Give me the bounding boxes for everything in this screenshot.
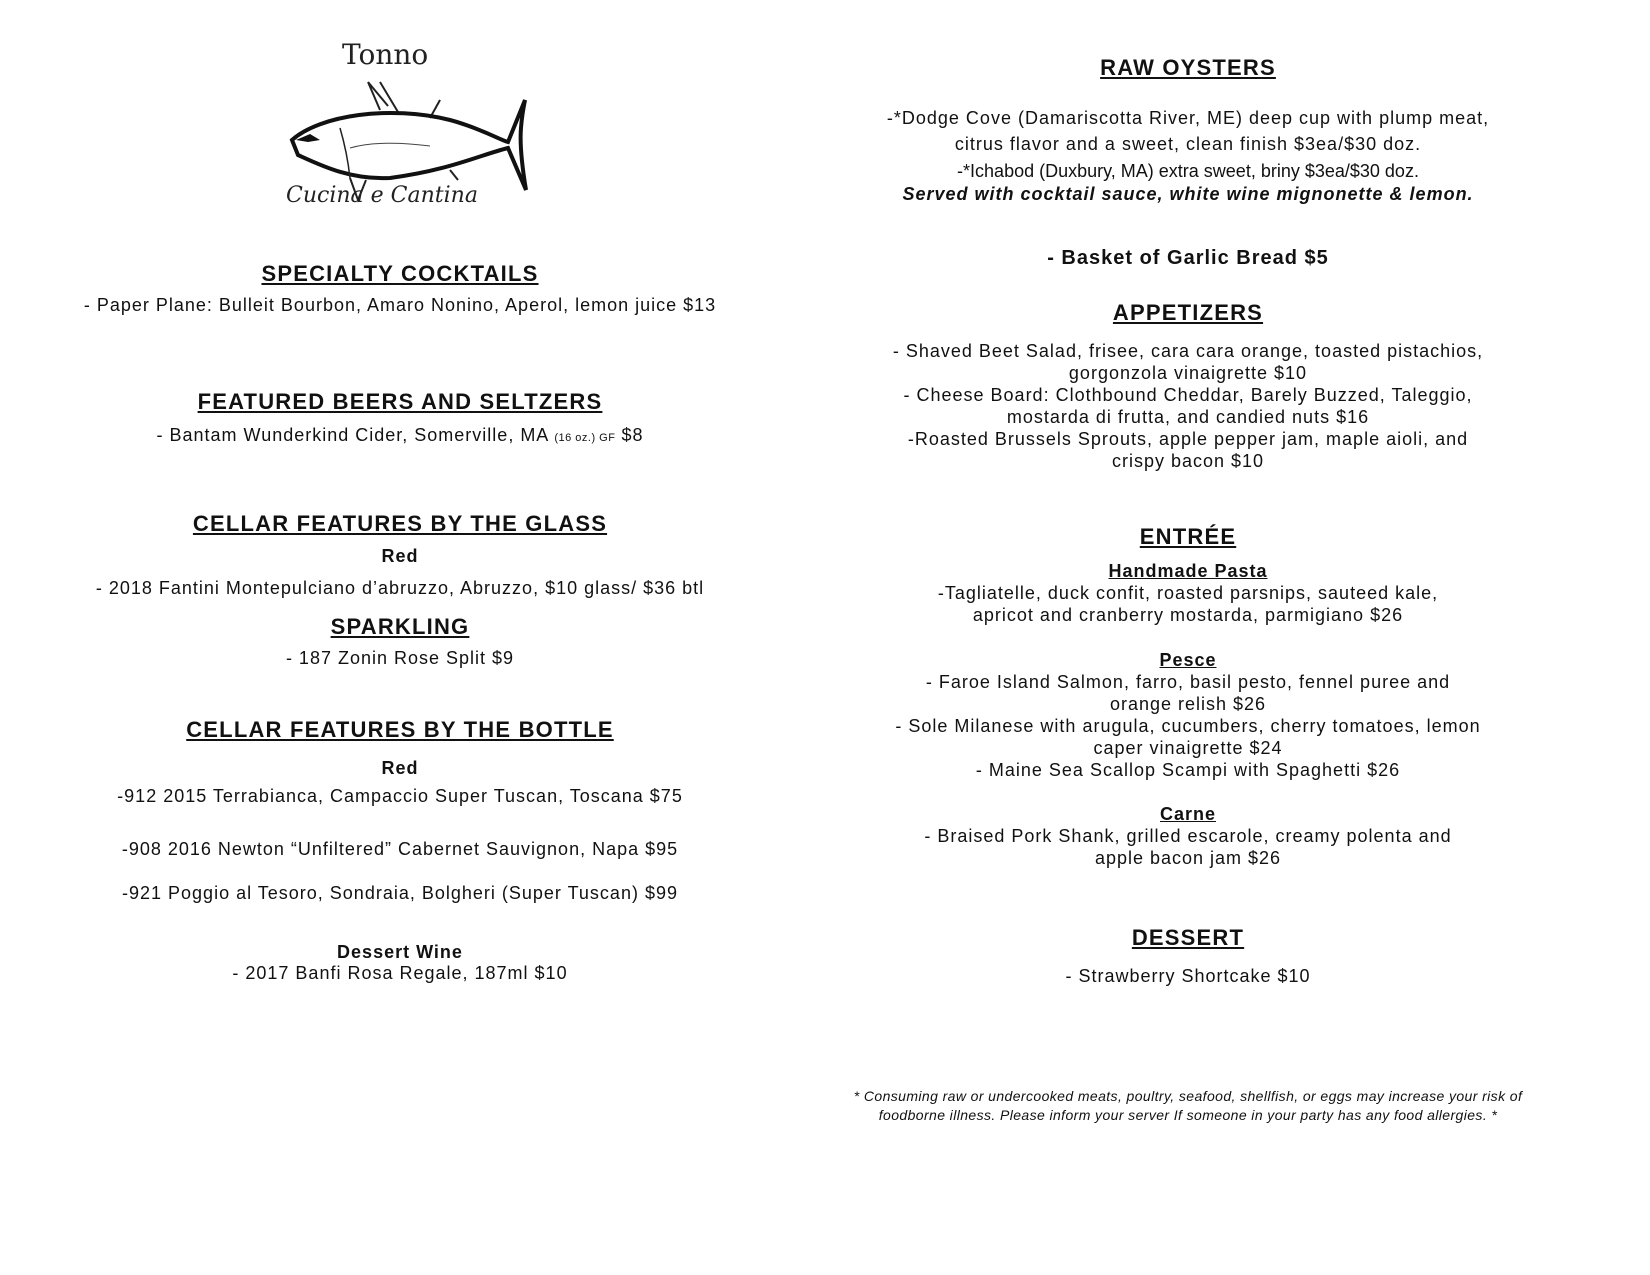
subsection-carne: Carne bbox=[1159, 804, 1217, 824]
menu-item: - Cheese Board: Clothbound Cheddar, Barely Buzzed, Taleggio, bbox=[903, 385, 1473, 405]
menu-item: -912 2015 Terrabianca, Campaccio Super Tuscan, Toscana $75 bbox=[117, 786, 683, 806]
subsection-dessert-wine: Dessert Wine bbox=[337, 942, 463, 962]
menu-item: crispy bacon $10 bbox=[1111, 451, 1265, 471]
section-title-oysters: RAW OYSTERS bbox=[1100, 55, 1276, 80]
section-title-bottle: CELLAR FEATURES BY THE BOTTLE bbox=[186, 717, 614, 742]
subsection-red: Red bbox=[381, 758, 419, 778]
section-title-beers: FEATURED BEERS AND SELTZERS bbox=[197, 389, 603, 414]
item-price: $8 bbox=[615, 425, 644, 445]
menu-item: - Maine Sea Scallop Scampi with Spaghetti $26 bbox=[975, 760, 1401, 780]
section-title-cocktails: SPECIALTY COCKTAILS bbox=[261, 261, 539, 286]
subsection-red: Red bbox=[381, 546, 419, 566]
logo-tagline: Cucina e Cantina bbox=[286, 183, 478, 208]
menu-item: - Strawberry Shortcake $10 bbox=[1065, 966, 1311, 986]
section-title-glass: CELLAR FEATURES BY THE GLASS bbox=[192, 511, 608, 536]
restaurant-logo bbox=[280, 30, 540, 220]
section-title-dessert: DESSERT bbox=[1131, 925, 1245, 950]
section-title-appetizers: APPETIZERS bbox=[1112, 300, 1264, 325]
subsection-pasta: Handmade Pasta bbox=[1108, 561, 1268, 581]
menu-item: -921 Poggio al Tesoro, Sondraia, Bolgheri (Super Tuscan) $99 bbox=[122, 883, 678, 903]
menu-item: - Braised Pork Shank, grilled escarole, creamy polenta and bbox=[924, 826, 1452, 846]
item-size: (16 oz.) GF bbox=[554, 432, 616, 444]
menu-item: - Paper Plane: Bulleit Bourbon, Amaro Nonino, Aperol, lemon juice $13 bbox=[83, 295, 717, 315]
item-text: - Bantam Wunderkind Cider, Somerville, MA bbox=[156, 425, 555, 445]
subsection-pesce: Pesce bbox=[1159, 650, 1217, 670]
food-safety-footnote: * Consuming raw or undercooked meats, poultry, seafood, shellfish, or eggs may increase your risk of foodborne illness. Please inform your server If someone in your party has any food allergies. * bbox=[853, 1088, 1523, 1123]
menu-item: - 187 Zonin Rose Split $9 bbox=[285, 648, 515, 668]
menu-item: apricot and cranberry mostarda, parmigiano $26 bbox=[972, 605, 1404, 625]
menu-item: caper vinaigrette $24 bbox=[1093, 738, 1283, 758]
garlic-bread-item: - Basket of Garlic Bread $5 bbox=[1047, 247, 1329, 269]
menu-item: apple bacon jam $26 bbox=[1094, 848, 1282, 868]
section-title-sparkling: SPARKLING bbox=[330, 614, 470, 639]
menu-item: -Tagliatelle, duck confit, roasted parsnips, sauteed kale, bbox=[937, 583, 1439, 603]
menu-item: - Shaved Beet Salad, frisee, cara cara orange, toasted pistachios, bbox=[892, 341, 1484, 361]
menu-item: gorgonzola vinaigrette $10 bbox=[1068, 363, 1308, 383]
menu-item: -*Dodge Cove (Damariscotta River, ME) deep cup with plump meat, bbox=[886, 108, 1490, 128]
section-title-entree: ENTRÉE bbox=[1139, 524, 1237, 549]
menu-item: - Faroe Island Salmon, farro, basil pesto, fennel puree and bbox=[925, 672, 1451, 692]
menu-item: - 2017 Banfi Rosa Regale, 187ml $10 bbox=[232, 963, 568, 983]
logo-name: Tonno bbox=[342, 38, 429, 71]
menu-item: mostarda di frutta, and candied nuts $16 bbox=[1006, 407, 1370, 427]
menu-item: -Roasted Brussels Sprouts, apple pepper jam, maple aioli, and bbox=[907, 429, 1469, 449]
menu-item: -908 2016 Newton “Unfiltered” Cabernet Sauvignon, Napa $95 bbox=[121, 839, 679, 859]
menu-item: citrus flavor and a sweet, clean finish $3ea/$30 doz. bbox=[954, 134, 1422, 154]
menu-item: orange relish $26 bbox=[1109, 694, 1267, 714]
menu-item: -*Ichabod (Duxbury, MA) extra sweet, briny $3ea/$30 doz. bbox=[957, 161, 1419, 181]
menu-item bbox=[0, 424, 800, 449]
menu-item: - Sole Milanese with arugula, cucumbers, cherry tomatoes, lemon bbox=[895, 716, 1481, 736]
served-with-note: Served with cocktail sauce, white wine mignonette & lemon. bbox=[902, 184, 1474, 204]
menu-item: - 2018 Fantini Montepulciano d’abruzzo, Abruzzo, $10 glass/ $36 btl bbox=[95, 578, 705, 598]
